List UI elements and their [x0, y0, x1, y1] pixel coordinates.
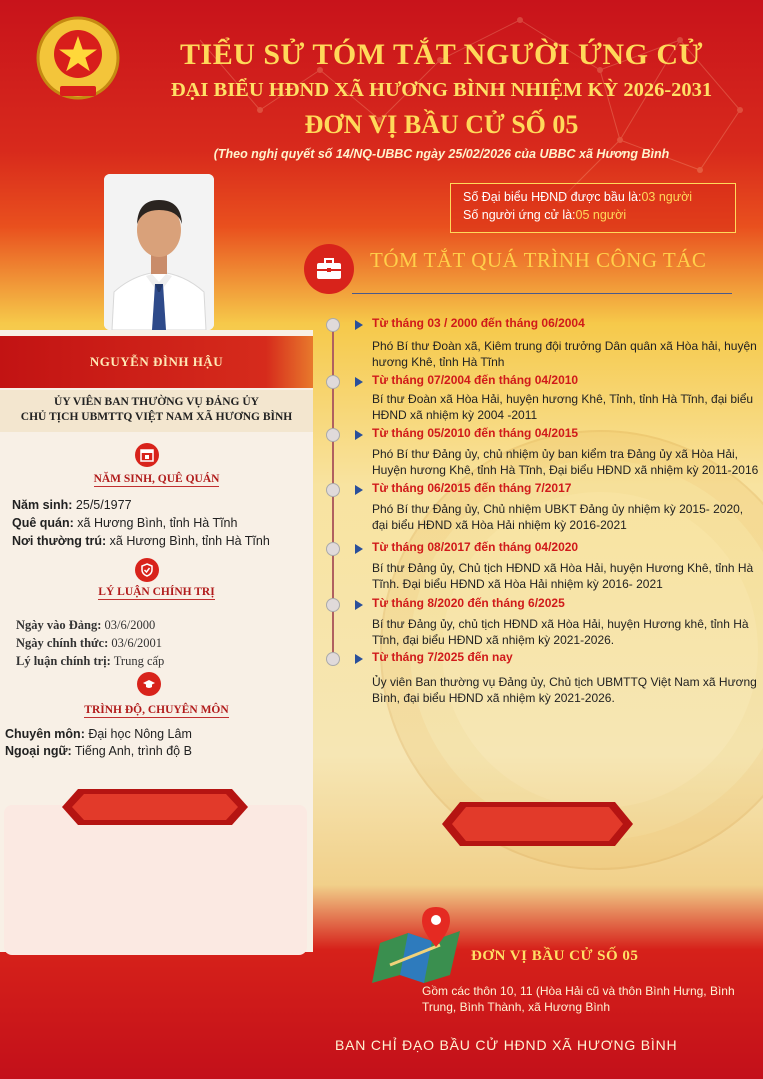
graduation-cap-icon — [137, 672, 161, 696]
timeline-dot — [326, 375, 340, 389]
timeline-description: Phó Bí thư Đảng ủy, Chủ nhiệm UBKT Đảng ủy nhiệm kỳ 2015- 2020, đại biểu HĐND xã Hòa Hải nhiệm kỳ 2016-2021 — [372, 502, 744, 532]
timeline-description: Bí thư Đảng ủy, chủ tịch HĐND xã Hòa Hải, huyện Hương khê, tỉnh Hà Tĩnh, đại biểu HĐND xã nhiệm kỳ 2021-2026. — [372, 617, 749, 647]
timeline-dot — [326, 428, 340, 442]
resolution-note: (Theo nghị quyết số 14/NQ-UBBC ngày 25/02/2026 của UBBC xã Hương Bình — [213, 147, 670, 161]
party-official-row: Ngày chính thức: 03/6/2001 — [16, 636, 163, 650]
candidate-count-row: Số người ứng cử là:05 người — [463, 208, 627, 222]
shield-icon — [135, 558, 159, 582]
major-row: Chuyên môn: Đại học Nông Lâm — [5, 727, 192, 741]
timeline-period: Từ tháng 07/2004 đến tháng 04/2010 — [372, 373, 579, 387]
hometown-row: Quê quán: xã Hương Bình, tỉnh Hà Tĩnh — [12, 516, 238, 530]
work-history-title: TÓM TẮT QUÁ TRÌNH CÔNG TÁC — [370, 248, 707, 272]
political-theory-row: Lý luận chính trị: Trung cấp — [16, 654, 165, 668]
work-title-underline — [352, 293, 732, 294]
timeline-arrow-icon — [355, 654, 363, 664]
timeline-arrow-icon — [355, 600, 363, 610]
timeline-period: Từ tháng 7/2025 đến nay — [372, 650, 513, 664]
birth-section-title: NĂM SINH, QUÊ QUÁN — [93, 473, 220, 485]
timeline-arrow-icon — [355, 430, 363, 440]
timeline-dot — [326, 652, 340, 666]
timeline-arrow-icon — [355, 544, 363, 554]
national-emblem-icon — [30, 12, 126, 108]
timeline-period: Từ tháng 06/2015 đến tháng 7/2017 — [372, 481, 572, 495]
timeline-period: Từ tháng 03 / 2000 đến tháng 06/2004 — [372, 316, 585, 330]
right-ribbon-decoration — [440, 800, 635, 848]
timeline-dot — [326, 598, 340, 612]
timeline-dot — [326, 542, 340, 556]
timeline-period: Từ tháng 05/2010 đến tháng 04/2015 — [372, 426, 579, 440]
elected-count-row: Số Đại biểu HĐND được bầu là:03 người — [463, 190, 693, 204]
page-subtitle: ĐẠI BIỂU HĐND XÃ HƯƠNG BÌNH NHIỆM KỲ 2026-2031 — [170, 79, 713, 101]
role-line-1: ỦY VIÊN BAN THƯỜNG VỤ ĐẢNG ỦY — [54, 396, 259, 408]
briefcase-icon — [304, 244, 354, 294]
timeline-description: Phó Bí thư Đảng ủy, chủ nhiệm ủy ban kiểm tra Đảng ủy xã Hòa Hải, Huyện hương Khê, tỉnh Hà Tĩnh, Đại biểu HĐND xã nhiệm kỳ 2011-2016 — [372, 447, 759, 477]
timeline-arrow-icon — [355, 320, 363, 330]
education-section-title: TRÌNH ĐỘ, CHUYÊN MÔN — [84, 704, 229, 716]
timeline-dot — [326, 483, 340, 497]
party-join-row: Ngày vào Đảng: 03/6/2000 — [16, 618, 156, 632]
timeline-period: Từ tháng 08/2017 đến tháng 04/2020 — [372, 540, 579, 554]
map-pin-icon — [370, 905, 470, 985]
timeline-arrow-icon — [355, 485, 363, 495]
timeline-period: Từ tháng 8/2020 đến tháng 6/2025 — [372, 596, 565, 610]
residence-row: Nơi thường trú: xã Hương Bình, tỉnh Hà Tĩnh — [12, 534, 270, 548]
timeline-arrow-icon — [355, 377, 363, 387]
blank-note-box — [4, 805, 307, 955]
timeline-description: Phó Bí thư Đoàn xã, Kiêm trung đội trưởng Dân quân xã Hòa hải, huyện hương Khê, tỉnh Hà Tĩnh — [372, 339, 757, 369]
political-section-title: LÝ LUẬN CHÍNH TRỊ — [98, 586, 215, 598]
timeline-description: Ủy viên Ban thường vụ Đảng ủy, Chủ tịch UBMTTQ Việt Nam xã Hương Bình, đại biểu HĐND xã nhiệm kỳ 2021-2026. — [372, 675, 757, 705]
timeline-dot — [326, 318, 340, 332]
calendar-icon — [135, 443, 159, 467]
candidate-role — [0, 390, 313, 432]
unit-title: ĐƠN VỊ BẦU CỬ SỐ 05 — [471, 948, 639, 964]
candidate-photo — [104, 174, 214, 330]
candidate-name: NGUYỄN ĐÌNH HẬU — [0, 336, 313, 388]
timeline-description: Bí thư Đoàn xã Hòa Hải, huyện hương Khê, Tỉnh, tỉnh Hà Tĩnh, đại biểu HĐND xã nhiệm kỳ 2004 -2011 — [372, 392, 754, 422]
left-ribbon-decoration — [60, 787, 250, 827]
timeline-description: Bí thư Đảng ủy, Chủ tịch HĐND xã Hòa Hải, huyện Hương Khê, tỉnh Hà Tĩnh. Đại biểu HĐND xã Hòa Hải nhiệm kỳ 2016- 2021 — [372, 561, 754, 591]
unit-description: Gồm các thôn 10, 11 (Hòa Hải cũ và thôn Bình Hưng, Bình Trung, Bình Thành, xã Hương Bình — [422, 984, 735, 1014]
dob-row: Năm sinh: 25/5/1977 — [12, 498, 132, 512]
page-title: TIỂU SỬ TÓM TẮT NGƯỜI ỨNG CỬ — [180, 38, 703, 71]
constituency-title: ĐƠN VỊ BẦU CỬ SỐ 05 — [304, 110, 579, 139]
role-line-2: CHỦ TỊCH UBMTTQ VIỆT NAM XÃ HƯƠNG BÌNH — [20, 411, 293, 423]
footer-text: BAN CHỈ ĐẠO BẦU CỬ HĐND XÃ HƯƠNG BÌNH — [335, 1037, 678, 1053]
language-row: Ngoại ngữ: Tiếng Anh, trình độ B — [5, 744, 192, 758]
election-count-box — [450, 183, 736, 233]
